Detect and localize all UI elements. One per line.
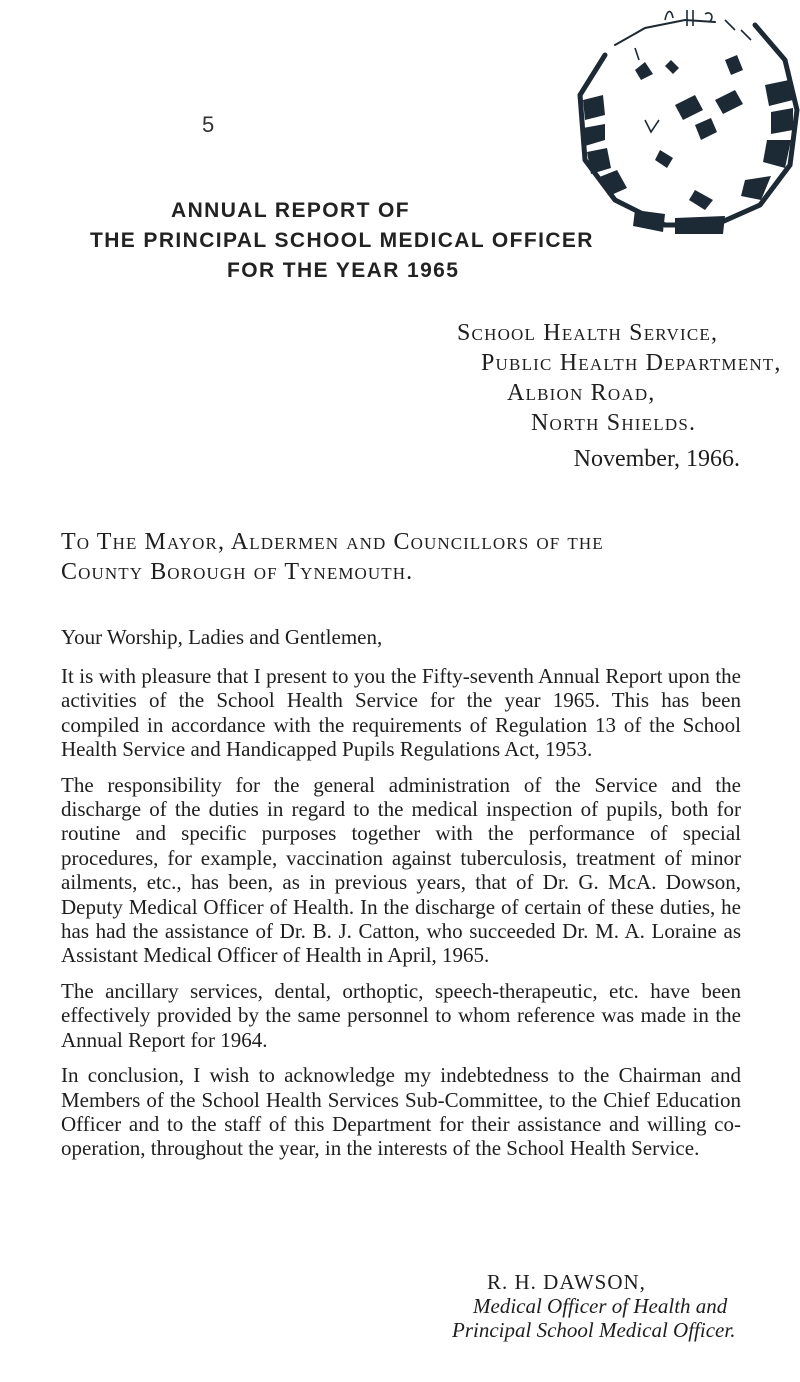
address-line-4: North Shields. [531,410,697,436]
salutation: Your Worship, Ladies and Gentlemen, [61,625,383,649]
letter-body [61,664,741,1172]
addressee [61,527,604,587]
report-heading-line-2: THE PRINCIPAL SCHOOL MEDICAL OFFICER [90,229,594,252]
signatory-title-1: Medical Officer of Health and [473,1294,728,1318]
report-heading-line-1: ANNUAL REPORT OF [171,199,411,222]
report-heading-line-3: FOR THE YEAR 1965 [227,259,460,282]
paragraph: The responsibility for the general administration of the Service and the discharge of the duties in regard to the medical inspection of pupils, both for routine and specific purposes together with the performance of special procedures, for example, vaccination against tuberculosis, treatment of minor ailments, etc., has been, as in previous years, that of Dr. G. McA. Dowson, Deputy Medical Officer of Health. In the discharge of certain of these duties, he has had the assistance of Dr. B. J. Catton, who succeeded Dr. M. A. Loraine as Assistant Medical Officer of Health in April, 1965. [61,772,741,968]
page-number: 5 [202,112,215,137]
addressee-line-2: County Borough of Tynemouth. [61,559,414,585]
signature-block [452,1270,736,1342]
paragraph: It is with pleasure that I present to you the Fifty-seventh Annual Report upon the activities of the School Health Service for the year 1965. This has been compiled in accordance with the requirements of Regulation 13 of the School Health Service and Handicapped Pupils Regulations Act, 1953. [61,664,741,762]
signatory-title-2: Principal School Medical Officer. [452,1318,736,1342]
addressee-line-1: To The Mayor, Aldermen and Councillors of the [61,529,604,555]
sender-address [457,318,782,438]
address-line-1: School Health Service, [457,320,719,346]
paragraph: The ancillary services, dental, orthoptic, speech-therapeutic, etc. have been effectively provided by the same personnel to whom reference was made in the Annual Report for 1964. [61,978,741,1052]
paragraph: In conclusion, I wish to acknowledge my indebtedness to the Chairman and Members of the School Health Services Sub-Committee, to the Chief Education Officer and to the staff of this Department for their assistance and willing co-operation, throughout the year, in the interests of the School Health Service. [61,1063,741,1161]
address-line-2: Public Health Department, [481,350,782,376]
letter-date: November, 1966. [573,446,740,472]
signatory-name: R. H. DAWSON, [487,1270,646,1294]
address-line-3: Albion Road, [507,380,656,406]
